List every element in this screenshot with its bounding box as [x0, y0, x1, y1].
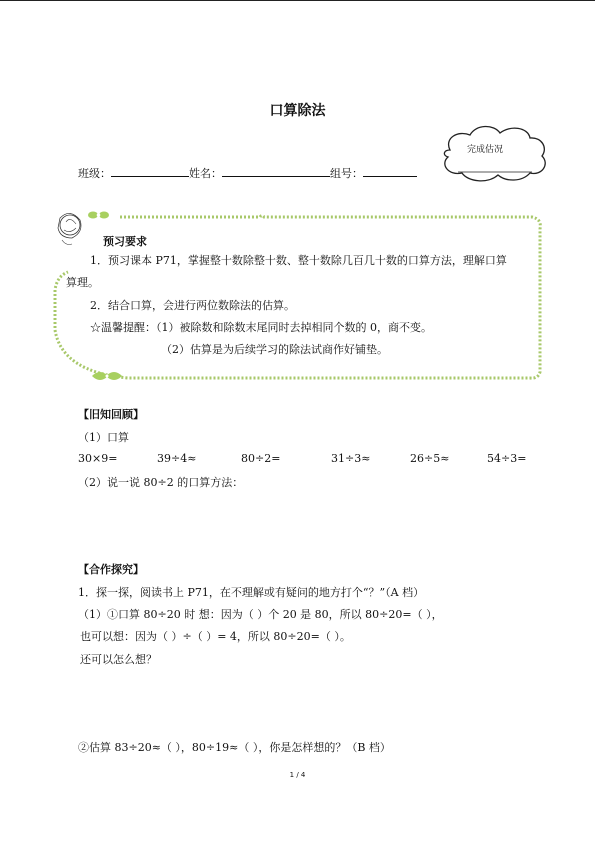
- problem-item: 39÷4≈: [157, 452, 197, 465]
- explore-heading: 【合作探究】: [78, 563, 144, 576]
- problem-item: 80÷2=: [241, 452, 281, 465]
- leaf-decoration-icon: [92, 372, 122, 380]
- problem-item: 54÷3=: [487, 452, 527, 465]
- flower-decoration-icon: [58, 212, 109, 245]
- problem-item: 30×9=: [78, 452, 118, 465]
- class-field[interactable]: [111, 165, 189, 177]
- preview-heading: 预习要求: [103, 235, 147, 248]
- explore-q1: 1．探一探，阅读书上 P71，在不理解或有疑问的地方打个“？”（A 档）: [78, 586, 425, 599]
- problem-item: 26÷5≈: [410, 452, 450, 465]
- review-sub1: （1）口算: [78, 431, 129, 444]
- problem-item: 31÷3≈: [331, 452, 371, 465]
- review-heading: 【旧知回顾】: [78, 408, 144, 421]
- page-title: 口算除法: [269, 103, 326, 119]
- group-field[interactable]: [363, 165, 417, 177]
- explore-q2: ②估算 83÷20≈（ ），80÷19≈（ ），你是怎样想的？（B 档）: [78, 741, 391, 754]
- preview-tip1: ☆温馨提醒：（1）被除数和除数末尾同时去掉相同个数的 0，商不变。: [90, 321, 432, 334]
- name-field[interactable]: [222, 165, 330, 177]
- preview-item1-line2: 算理。: [66, 276, 99, 289]
- explore-q1-line1: （1）①口算 80÷20 时 想：因为（ ）个 20 是 80，所以 80÷20=（ ），: [78, 608, 443, 621]
- preview-item2: 2．结合口算，会进行两位数除法的估算。: [90, 299, 295, 312]
- explore-q1-line2: 也可以想：因为（ ）÷（ ）= 4，所以 80÷20=（ ）。: [80, 630, 351, 643]
- completion-badge-label: 完成估况: [467, 145, 504, 155]
- review-sub2: （2）说一说 80÷2 的口算方法：: [78, 476, 244, 489]
- group-label: 组号：: [330, 167, 363, 180]
- class-label: 班级：: [78, 167, 111, 180]
- info-line: [78, 165, 417, 181]
- preview-item1-line1: 1．预习课本 P71，掌握整十数除整十数、整十数除几百几十数的口算方法，理解口算: [90, 254, 507, 267]
- explore-q1-line3: 还可以怎么想？: [80, 653, 157, 666]
- name-label: 姓名：: [189, 167, 222, 180]
- preview-tip2: （2）估算是为后续学习的除法试商作好铺垫。: [161, 343, 388, 356]
- page-number: 1 / 4: [289, 771, 306, 779]
